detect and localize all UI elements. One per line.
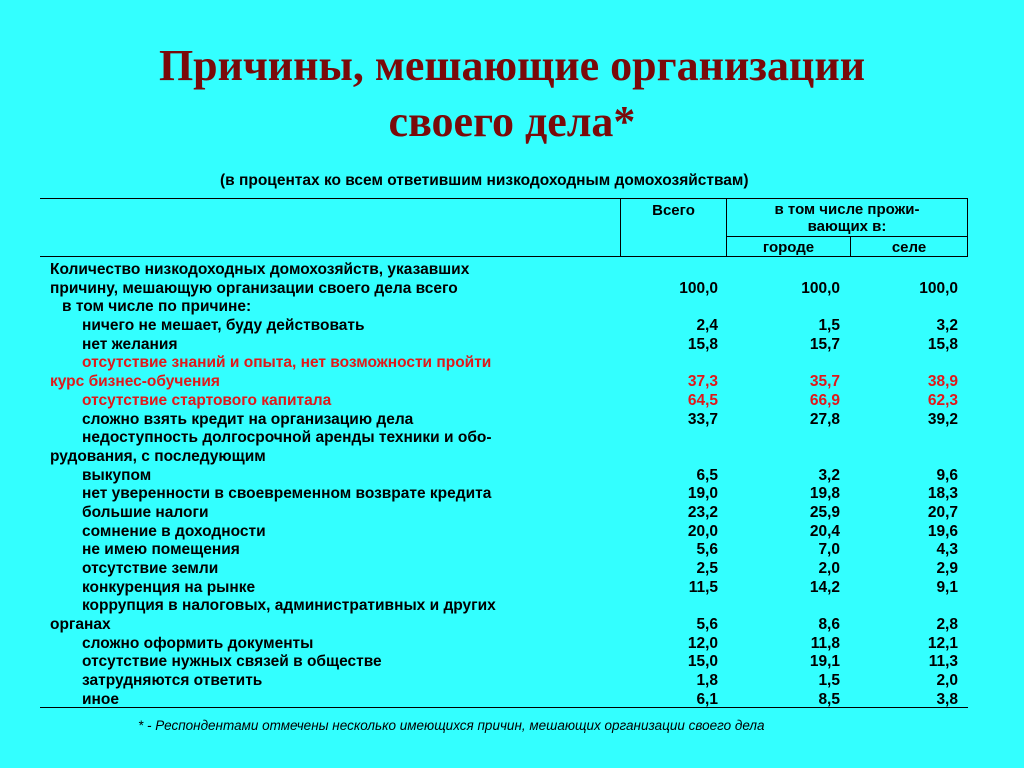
subheader-divider [726, 236, 968, 237]
table-row [40, 411, 968, 430]
row-label: нет желания [82, 335, 178, 353]
row-label: недоступность долгосрочной аренды техники и обо- [82, 429, 492, 447]
table-row [40, 523, 968, 542]
value-city: 20,4 [809, 522, 840, 540]
table-row [40, 354, 968, 373]
value-city: 100,0 [801, 279, 840, 297]
table-row [40, 635, 968, 654]
value-village: 4,3 [936, 541, 958, 559]
table-row [40, 672, 968, 691]
table-row [40, 541, 968, 560]
value-total: 11,5 [688, 578, 718, 596]
table-row [40, 579, 968, 598]
row-label: Количество низкодоходных домохозяйств, указавших [50, 261, 470, 278]
value-total: 6,1 [696, 690, 718, 708]
row-label: сложно оформить документы [82, 634, 314, 652]
table-row [40, 691, 968, 710]
value-total: 2,4 [696, 317, 718, 335]
row-label: в том числе по причине: [62, 298, 252, 316]
table-row [40, 429, 968, 448]
value-city: 8,6 [818, 616, 840, 634]
table-row [40, 467, 968, 486]
header-including: в том числе прожи- вающих в: [774, 201, 920, 235]
value-village: 11,3 [928, 653, 958, 671]
table-row [40, 261, 968, 280]
value-city: 66,9 [809, 391, 840, 409]
value-village: 18,3 [927, 485, 958, 503]
row-label: нет уверенности в своевременном возврате кредита [82, 485, 492, 503]
table-row [40, 298, 968, 317]
value-village: 9,6 [936, 466, 958, 484]
value-city: 1,5 [818, 317, 840, 335]
row-label: сложно взять кредит на организацию дела [82, 410, 414, 428]
value-village: 3,2 [936, 317, 958, 335]
value-city: 19,1 [809, 653, 840, 671]
table-row [40, 653, 968, 672]
row-label: сомнение в доходности [82, 522, 266, 540]
slide-title [0, 38, 1024, 150]
table-row [40, 616, 968, 635]
table-row [40, 336, 968, 355]
header-total: Всего [652, 202, 695, 219]
row-label: выкупом [82, 466, 152, 484]
row-label: отсутствие нужных связей в обществе [82, 653, 382, 671]
table-row [40, 597, 968, 616]
row-label: отсутствие земли [82, 560, 219, 577]
value-city: 27,8 [809, 410, 840, 428]
value-city: 35,7 [809, 373, 840, 391]
value-total: 1,8 [696, 672, 718, 690]
table-body [40, 261, 968, 710]
value-total: 100,0 [679, 279, 718, 297]
table-row [40, 504, 968, 523]
value-village: 39,2 [927, 410, 958, 428]
table-row [40, 317, 968, 336]
footnote: * - Респондентами отмечены несколько имеющихся причин, мешающих организации своего дела [138, 718, 765, 733]
row-label: причину, мешающую организации своего дела всего [50, 279, 458, 297]
row-label: органах [50, 616, 111, 634]
value-total: 2,5 [696, 560, 718, 577]
value-total: 12,0 [687, 634, 718, 652]
table-top-border [40, 198, 968, 199]
value-total: 5,6 [696, 616, 718, 634]
value-total: 20,0 [687, 522, 718, 540]
table-row [40, 485, 968, 504]
value-city: 14,2 [809, 578, 840, 596]
value-city: 8,5 [818, 690, 840, 708]
value-village: 2,9 [936, 560, 958, 577]
value-village: 38,9 [927, 373, 958, 391]
header-city: городе [762, 239, 815, 256]
table-row [40, 280, 968, 299]
table-row [40, 392, 968, 411]
slide-title-line-2: своего дела* [388, 97, 636, 146]
value-total: 19,0 [687, 485, 718, 503]
value-city: 19,8 [809, 485, 840, 503]
slide-title-line-1: Причины, мешающие организации [158, 41, 866, 90]
value-village: 20,7 [927, 503, 958, 521]
header-village: селе [891, 239, 927, 256]
value-city: 1,5 [818, 672, 840, 690]
value-city: 7,0 [818, 541, 840, 559]
value-village: 12,1 [927, 634, 958, 652]
value-total: 23,2 [687, 503, 718, 521]
row-label: затрудняются ответить [82, 672, 263, 690]
value-city: 3,2 [818, 466, 840, 484]
value-total: 37,3 [687, 373, 718, 391]
row-label: коррупция в налоговых, административных и других [82, 597, 496, 615]
value-total: 5,6 [696, 541, 718, 559]
header-bottom-border [40, 256, 968, 257]
row-label: отсутствие стартового капитала [82, 391, 332, 409]
table-caption: (в процентах ко всем ответившим низкодоходным домохозяйствам) [220, 172, 749, 189]
value-village: 19,6 [927, 522, 958, 540]
row-label: большие налоги [82, 503, 209, 521]
table-row [40, 373, 968, 392]
row-label: ничего не мешает, буду действовать [82, 317, 365, 335]
value-village: 62,3 [927, 391, 958, 409]
row-label: рудования, с последующим [50, 447, 266, 465]
value-total: 33,7 [687, 410, 718, 428]
value-city: 2,0 [818, 560, 840, 577]
value-village: 9,1 [936, 578, 958, 596]
value-village: 3,8 [936, 690, 958, 708]
value-total: 15,8 [687, 335, 718, 353]
value-total: 15,0 [687, 653, 718, 671]
row-label: курс бизнес-обучения [50, 373, 220, 391]
value-village: 2,8 [936, 616, 958, 634]
row-label: не имею помещения [82, 541, 240, 559]
row-label: конкуренция на рынке [82, 578, 256, 596]
value-village: 15,8 [927, 335, 958, 353]
value-village: 2,0 [936, 672, 958, 690]
value-city: 25,9 [809, 503, 840, 521]
value-total: 6,5 [696, 466, 718, 484]
row-label: отсутствие знаний и опыта, нет возможности пройти [82, 354, 492, 372]
table-row [40, 448, 968, 467]
table-row [40, 560, 968, 579]
value-city: 15,7 [809, 335, 840, 353]
value-total: 64,5 [687, 391, 718, 409]
header-right-border [967, 198, 968, 256]
value-city: 11,8 [810, 634, 840, 652]
row-label: иное [82, 690, 119, 708]
value-village: 100,0 [919, 279, 958, 297]
